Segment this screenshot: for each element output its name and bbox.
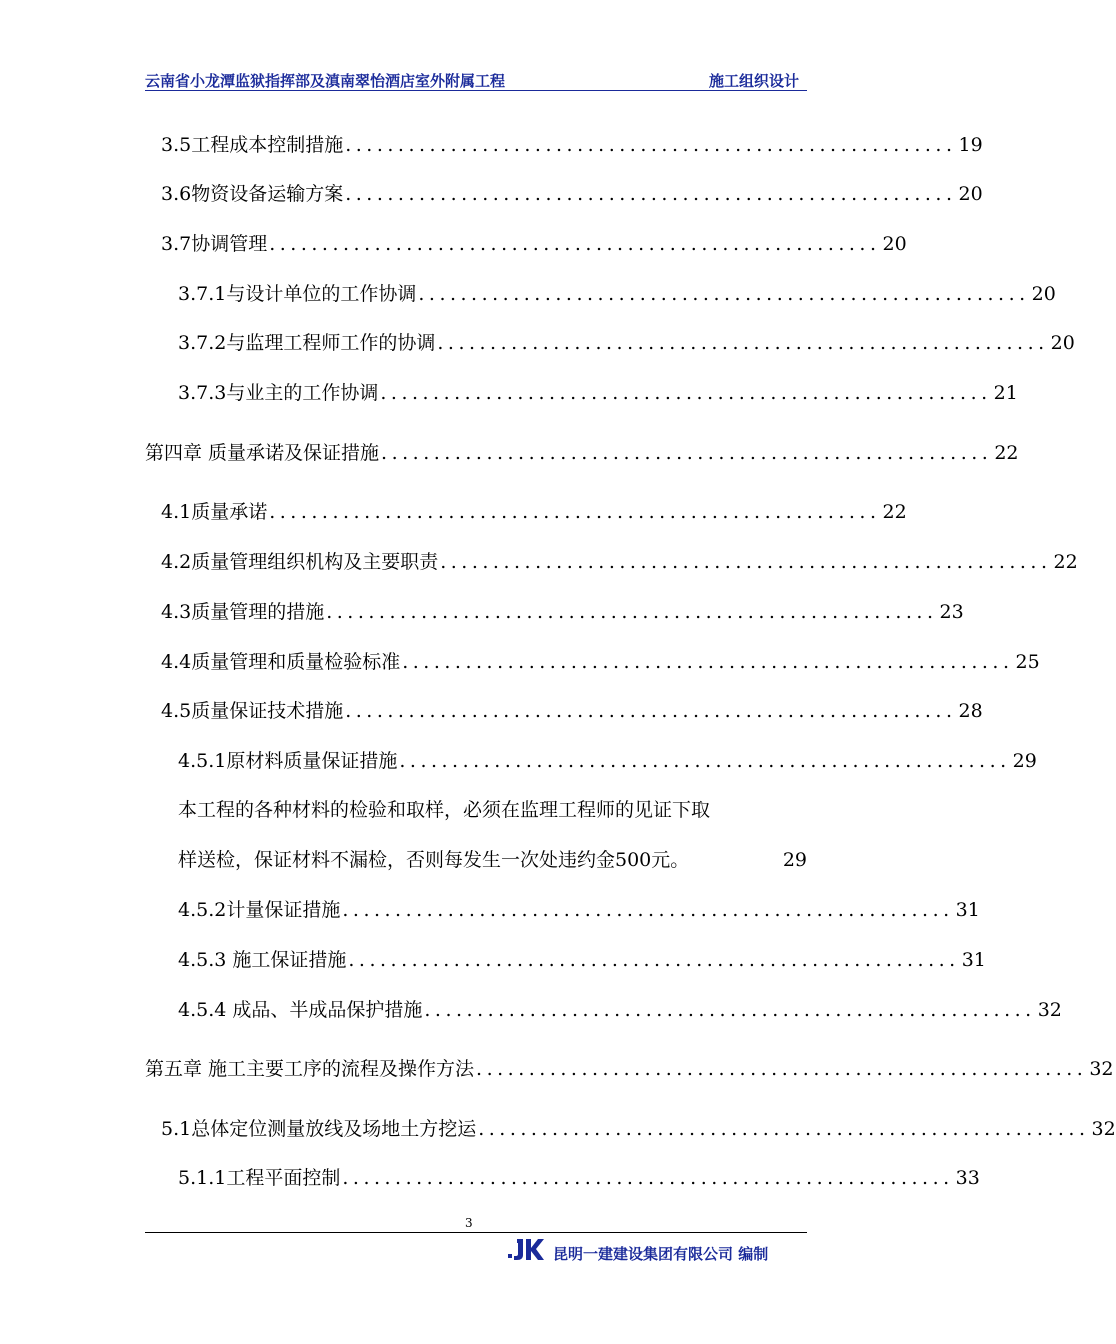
toc-entry[interactable] [161,550,1078,574]
dot-leader: .......................................................... [381,442,993,464]
dot-leader: .......................................................... [345,183,957,205]
toc-entry[interactable] [178,749,1037,773]
toc-page: 31 [961,949,986,971]
company-name: 昆明一建建设集团有限公司 编制 [553,1245,769,1263]
dot-leader: .......................................................... [348,949,960,971]
document-type: 施工组织设计 [708,72,799,90]
toc-page: 31 [955,899,980,921]
toc-title: 4.3质量管理的措施 [161,601,325,623]
toc-title: 3.7协调管理 [161,233,268,255]
toc-title: 4.4质量管理和质量检验标准 [161,651,401,673]
dot-leader: .......................................................... [380,382,992,404]
toc-title: 5.1总体定位测量放线及场地土方挖运 [161,1118,477,1140]
toc-title: 4.5质量保证技术措施 [161,700,344,722]
dot-leader: .......................................................... [478,1118,1090,1140]
toc-title: 5.1.1工程平面控制 [178,1167,341,1189]
dot-leader: .......................................................... [345,700,957,722]
dot-leader: .......................................................... [269,501,881,523]
page-header [145,68,807,91]
toc-paragraph-line: 本工程的各种材料的检验和取样，必须在监理工程师的见证下取 [178,799,711,821]
toc-entry[interactable] [161,182,983,206]
toc-entry[interactable] [161,232,907,256]
toc-page: 29 [1012,750,1037,772]
dot-leader: .......................................................... [342,899,954,921]
footer-divider [145,1232,807,1233]
toc-entry[interactable] [178,282,1056,306]
toc-page: 22 [994,442,1019,464]
dot-leader: .......................................................... [399,750,1011,772]
toc-title: 4.5.3 施工保证措施 [178,949,347,971]
dot-leader: .......................................................... [476,1058,1088,1080]
toc-title: 3.7.1与设计单位的工作协调 [178,283,417,305]
toc-title: 4.5.1原材料质量保证措施 [178,750,398,772]
toc-entry[interactable] [161,600,964,624]
toc-page: 25 [1015,651,1040,673]
toc-page: 22 [882,501,907,523]
toc-paragraph-line: 样送检，保证材料不漏检，否则每发生一次处违约金500元。 [178,849,690,871]
toc-page: 21 [993,382,1018,404]
toc-title: 第四章 质量承诺及保证措施 [145,442,380,464]
toc-page: 20 [882,233,907,255]
toc-entry[interactable] [161,133,983,157]
toc-page: 32 [1089,1058,1114,1080]
dot-leader: .......................................................... [402,651,1014,673]
toc-page: 33 [955,1167,980,1189]
project-title: 云南省小龙潭监狱指挥部及滇南翠怡酒店室外附属工程 [145,72,506,90]
toc-entry[interactable] [161,1117,1116,1141]
toc-entry[interactable] [178,1166,980,1190]
toc-page: 23 [939,601,964,623]
dot-leader: .......................................................... [437,332,1049,354]
dot-leader: .......................................................... [342,1167,954,1189]
toc-entry[interactable] [178,998,1062,1022]
dot-leader: .......................................................... [424,999,1036,1021]
dot-leader: .......................................................... [440,551,1052,573]
dot-leader: .......................................................... [326,601,938,623]
toc-paragraph-entry[interactable] [178,848,807,872]
dot-leader: .......................................................... [418,283,1030,305]
toc-title: 4.1质量承诺 [161,501,268,523]
toc-page: 20 [1031,283,1056,305]
toc-page: 32 [1091,1118,1116,1140]
toc-entry[interactable] [145,1057,1114,1081]
toc-page: 32 [1037,999,1062,1021]
toc-entry[interactable] [161,650,1040,674]
toc-page: 20 [1050,332,1075,354]
toc-entry[interactable] [178,898,980,922]
page-number: 3 [465,1216,473,1230]
toc-entry[interactable] [145,441,1019,465]
toc-title: 3.5工程成本控制措施 [161,134,344,156]
jk-logo-icon [508,1237,544,1261]
toc-title: 3.7.2与监理工程师工作的协调 [178,332,436,354]
toc-title: 4.5.4 成品、半成品保护措施 [178,999,423,1021]
toc-title: 3.6物资设备运输方案 [161,183,344,205]
dot-leader: .......................................................... [345,134,957,156]
toc-page: 29 [782,849,807,871]
toc-title: 第五章 施工主要工序的流程及操作方法 [145,1058,475,1080]
toc-page: 20 [958,183,983,205]
toc-entry[interactable] [161,500,907,524]
toc-entry[interactable] [178,331,1075,355]
toc-entry[interactable] [161,699,983,723]
toc-page: 19 [958,134,983,156]
company-logo [508,1237,544,1261]
dot-leader: .......................................................... [269,233,881,255]
toc-page: 28 [958,700,983,722]
toc-title: 3.7.3与业主的工作协调 [178,382,379,404]
toc-page: 22 [1053,551,1078,573]
toc-entry[interactable] [178,948,986,972]
toc-title: 4.2质量管理组织机构及主要职责 [161,551,439,573]
toc-title: 4.5.2计量保证措施 [178,899,341,921]
toc-entry[interactable] [178,381,1018,405]
